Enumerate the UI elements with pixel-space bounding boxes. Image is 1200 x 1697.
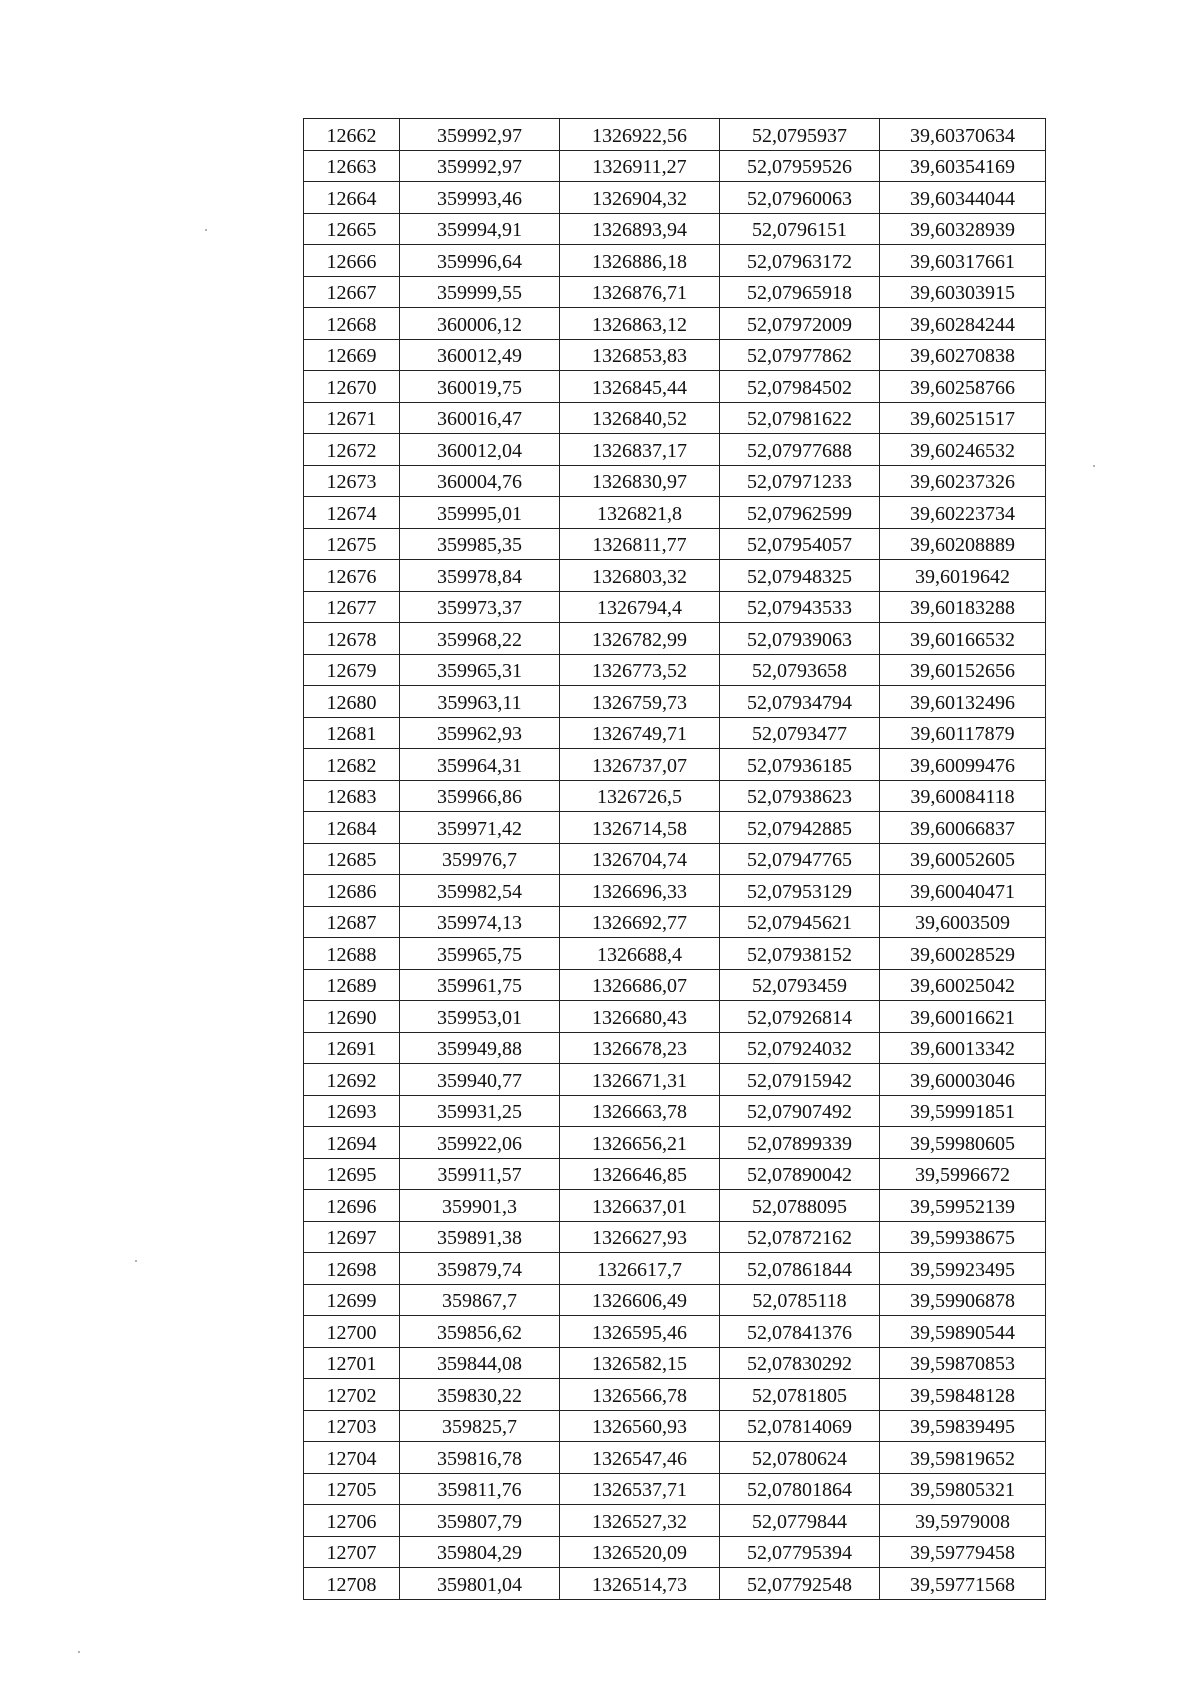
x-coordinate-cell: 359949,88 — [400, 1032, 560, 1064]
table-row — [304, 780, 1046, 812]
longitude-cell: 39,59779458 — [880, 1536, 1046, 1568]
table-row — [304, 1379, 1046, 1411]
y-coordinate-cell: 1326863,12 — [560, 308, 720, 340]
y-coordinate-cell: 1326886,18 — [560, 245, 720, 277]
longitude-cell: 39,60370634 — [880, 119, 1046, 151]
latitude-cell: 52,07960063 — [720, 182, 880, 214]
longitude-cell: 39,59839495 — [880, 1410, 1046, 1442]
longitude-cell: 39,60132496 — [880, 686, 1046, 718]
coordinates-table — [303, 118, 1046, 1600]
table-row — [304, 686, 1046, 718]
longitude-cell: 39,59980605 — [880, 1127, 1046, 1159]
latitude-cell: 52,07948325 — [720, 560, 880, 592]
point-number-cell: 12702 — [304, 1379, 400, 1411]
y-coordinate-cell: 1326656,21 — [560, 1127, 720, 1159]
table-row — [304, 528, 1046, 560]
y-coordinate-cell: 1326830,97 — [560, 465, 720, 497]
y-coordinate-cell: 1326737,07 — [560, 749, 720, 781]
point-number-cell: 12685 — [304, 843, 400, 875]
x-coordinate-cell: 359830,22 — [400, 1379, 560, 1411]
longitude-cell: 39,60317661 — [880, 245, 1046, 277]
point-number-cell: 12667 — [304, 276, 400, 308]
y-coordinate-cell: 1326911,27 — [560, 150, 720, 182]
longitude-cell: 39,60344044 — [880, 182, 1046, 214]
longitude-cell: 39,59890544 — [880, 1316, 1046, 1348]
y-coordinate-cell: 1326782,99 — [560, 623, 720, 655]
point-number-cell: 12686 — [304, 875, 400, 907]
x-coordinate-cell: 359811,76 — [400, 1473, 560, 1505]
x-coordinate-cell: 359982,54 — [400, 875, 560, 907]
table-row — [304, 749, 1046, 781]
x-coordinate-cell: 359940,77 — [400, 1064, 560, 1096]
latitude-cell: 52,07984502 — [720, 371, 880, 403]
x-coordinate-cell: 359966,86 — [400, 780, 560, 812]
table-row — [304, 938, 1046, 970]
table-row — [304, 843, 1046, 875]
y-coordinate-cell: 1326704,74 — [560, 843, 720, 875]
latitude-cell: 52,0779844 — [720, 1505, 880, 1537]
point-number-cell: 12664 — [304, 182, 400, 214]
y-coordinate-cell: 1326821,8 — [560, 497, 720, 529]
table-row — [304, 1568, 1046, 1600]
longitude-cell: 39,60284244 — [880, 308, 1046, 340]
longitude-cell: 39,60084118 — [880, 780, 1046, 812]
y-coordinate-cell: 1326686,07 — [560, 969, 720, 1001]
latitude-cell: 52,07977862 — [720, 339, 880, 371]
table-row — [304, 150, 1046, 182]
x-coordinate-cell: 359825,7 — [400, 1410, 560, 1442]
table-row — [304, 465, 1046, 497]
y-coordinate-cell: 1326726,5 — [560, 780, 720, 812]
longitude-cell: 39,60028529 — [880, 938, 1046, 970]
latitude-cell: 52,0788095 — [720, 1190, 880, 1222]
y-coordinate-cell: 1326617,7 — [560, 1253, 720, 1285]
point-number-cell: 12684 — [304, 812, 400, 844]
y-coordinate-cell: 1326606,49 — [560, 1284, 720, 1316]
longitude-cell: 39,60003046 — [880, 1064, 1046, 1096]
x-coordinate-cell: 359971,42 — [400, 812, 560, 844]
latitude-cell: 52,0793459 — [720, 969, 880, 1001]
point-number-cell: 12674 — [304, 497, 400, 529]
y-coordinate-cell: 1326595,46 — [560, 1316, 720, 1348]
scan-speck — [205, 229, 207, 231]
latitude-cell: 52,07814069 — [720, 1410, 880, 1442]
y-coordinate-cell: 1326845,44 — [560, 371, 720, 403]
x-coordinate-cell: 359901,3 — [400, 1190, 560, 1222]
point-number-cell: 12706 — [304, 1505, 400, 1537]
y-coordinate-cell: 1326537,71 — [560, 1473, 720, 1505]
x-coordinate-cell: 359995,01 — [400, 497, 560, 529]
point-number-cell: 12690 — [304, 1001, 400, 1033]
point-number-cell: 12689 — [304, 969, 400, 1001]
table-row — [304, 1253, 1046, 1285]
x-coordinate-cell: 359965,75 — [400, 938, 560, 970]
x-coordinate-cell: 359911,57 — [400, 1158, 560, 1190]
y-coordinate-cell: 1326646,85 — [560, 1158, 720, 1190]
point-number-cell: 12672 — [304, 434, 400, 466]
y-coordinate-cell: 1326678,23 — [560, 1032, 720, 1064]
point-number-cell: 12662 — [304, 119, 400, 151]
point-number-cell: 12693 — [304, 1095, 400, 1127]
x-coordinate-cell: 359973,37 — [400, 591, 560, 623]
point-number-cell: 12703 — [304, 1410, 400, 1442]
point-number-cell: 12704 — [304, 1442, 400, 1474]
longitude-cell: 39,60013342 — [880, 1032, 1046, 1064]
longitude-cell: 39,59952139 — [880, 1190, 1046, 1222]
y-coordinate-cell: 1326876,71 — [560, 276, 720, 308]
x-coordinate-cell: 359953,01 — [400, 1001, 560, 1033]
point-number-cell: 12683 — [304, 780, 400, 812]
longitude-cell: 39,59923495 — [880, 1253, 1046, 1285]
scan-speck — [135, 1260, 137, 1262]
x-coordinate-cell: 359963,11 — [400, 686, 560, 718]
x-coordinate-cell: 359976,7 — [400, 843, 560, 875]
y-coordinate-cell: 1326853,83 — [560, 339, 720, 371]
longitude-cell: 39,60066837 — [880, 812, 1046, 844]
point-number-cell: 12694 — [304, 1127, 400, 1159]
latitude-cell: 52,07926814 — [720, 1001, 880, 1033]
latitude-cell: 52,07890042 — [720, 1158, 880, 1190]
longitude-cell: 39,60099476 — [880, 749, 1046, 781]
x-coordinate-cell: 359931,25 — [400, 1095, 560, 1127]
x-coordinate-cell: 359804,29 — [400, 1536, 560, 1568]
table-row — [304, 1001, 1046, 1033]
x-coordinate-cell: 359994,91 — [400, 213, 560, 245]
table-row — [304, 434, 1046, 466]
point-number-cell: 12691 — [304, 1032, 400, 1064]
x-coordinate-cell: 359996,64 — [400, 245, 560, 277]
table-row — [304, 1127, 1046, 1159]
y-coordinate-cell: 1326794,4 — [560, 591, 720, 623]
latitude-cell: 52,07953129 — [720, 875, 880, 907]
x-coordinate-cell: 359992,97 — [400, 150, 560, 182]
latitude-cell: 52,07795394 — [720, 1536, 880, 1568]
y-coordinate-cell: 1326922,56 — [560, 119, 720, 151]
table-row — [304, 1064, 1046, 1096]
x-coordinate-cell: 359992,97 — [400, 119, 560, 151]
y-coordinate-cell: 1326837,17 — [560, 434, 720, 466]
x-coordinate-cell: 359891,38 — [400, 1221, 560, 1253]
latitude-cell: 52,0793477 — [720, 717, 880, 749]
table-row — [304, 1410, 1046, 1442]
point-number-cell: 12680 — [304, 686, 400, 718]
longitude-cell: 39,60025042 — [880, 969, 1046, 1001]
coordinates-table-body — [304, 119, 1046, 1600]
table-row — [304, 119, 1046, 151]
longitude-cell: 39,60166532 — [880, 623, 1046, 655]
longitude-cell: 39,60303915 — [880, 276, 1046, 308]
table-row — [304, 245, 1046, 277]
y-coordinate-cell: 1326696,33 — [560, 875, 720, 907]
x-coordinate-cell: 360012,04 — [400, 434, 560, 466]
latitude-cell: 52,07841376 — [720, 1316, 880, 1348]
x-coordinate-cell: 360016,47 — [400, 402, 560, 434]
latitude-cell: 52,07872162 — [720, 1221, 880, 1253]
latitude-cell: 52,07899339 — [720, 1127, 880, 1159]
point-number-cell: 12695 — [304, 1158, 400, 1190]
table-row — [304, 623, 1046, 655]
longitude-cell: 39,60251517 — [880, 402, 1046, 434]
x-coordinate-cell: 360004,76 — [400, 465, 560, 497]
scan-speck — [1093, 465, 1095, 467]
longitude-cell: 39,60354169 — [880, 150, 1046, 182]
point-number-cell: 12698 — [304, 1253, 400, 1285]
x-coordinate-cell: 359816,78 — [400, 1442, 560, 1474]
y-coordinate-cell: 1326627,93 — [560, 1221, 720, 1253]
x-coordinate-cell: 359985,35 — [400, 528, 560, 560]
x-coordinate-cell: 359961,75 — [400, 969, 560, 1001]
table-row — [304, 213, 1046, 245]
table-row — [304, 182, 1046, 214]
longitude-cell: 39,6019642 — [880, 560, 1046, 592]
latitude-cell: 52,0795937 — [720, 119, 880, 151]
point-number-cell: 12679 — [304, 654, 400, 686]
point-number-cell: 12697 — [304, 1221, 400, 1253]
table-row — [304, 1473, 1046, 1505]
table-row — [304, 1032, 1046, 1064]
point-number-cell: 12708 — [304, 1568, 400, 1600]
y-coordinate-cell: 1326840,52 — [560, 402, 720, 434]
x-coordinate-cell: 359974,13 — [400, 906, 560, 938]
y-coordinate-cell: 1326560,93 — [560, 1410, 720, 1442]
y-coordinate-cell: 1326688,4 — [560, 938, 720, 970]
table-row — [304, 654, 1046, 686]
longitude-cell: 39,6003509 — [880, 906, 1046, 938]
latitude-cell: 52,07938623 — [720, 780, 880, 812]
y-coordinate-cell: 1326680,43 — [560, 1001, 720, 1033]
latitude-cell: 52,07945621 — [720, 906, 880, 938]
table-row — [304, 308, 1046, 340]
point-number-cell: 12669 — [304, 339, 400, 371]
longitude-cell: 39,60183288 — [880, 591, 1046, 623]
y-coordinate-cell: 1326663,78 — [560, 1095, 720, 1127]
longitude-cell: 39,60208889 — [880, 528, 1046, 560]
longitude-cell: 39,60328939 — [880, 213, 1046, 245]
point-number-cell: 12666 — [304, 245, 400, 277]
y-coordinate-cell: 1326527,32 — [560, 1505, 720, 1537]
table-row — [304, 969, 1046, 1001]
longitude-cell: 39,60016621 — [880, 1001, 1046, 1033]
point-number-cell: 12678 — [304, 623, 400, 655]
latitude-cell: 52,07924032 — [720, 1032, 880, 1064]
longitude-cell: 39,5979008 — [880, 1505, 1046, 1537]
point-number-cell: 12688 — [304, 938, 400, 970]
longitude-cell: 39,60237326 — [880, 465, 1046, 497]
x-coordinate-cell: 360019,75 — [400, 371, 560, 403]
latitude-cell: 52,07861844 — [720, 1253, 880, 1285]
longitude-cell: 39,60258766 — [880, 371, 1046, 403]
x-coordinate-cell: 359962,93 — [400, 717, 560, 749]
scan-speck — [78, 1651, 80, 1653]
table-row — [304, 812, 1046, 844]
table-row — [304, 402, 1046, 434]
longitude-cell: 39,59870853 — [880, 1347, 1046, 1379]
latitude-cell: 52,07943533 — [720, 591, 880, 623]
y-coordinate-cell: 1326582,15 — [560, 1347, 720, 1379]
latitude-cell: 52,07939063 — [720, 623, 880, 655]
latitude-cell: 52,07959526 — [720, 150, 880, 182]
x-coordinate-cell: 359993,46 — [400, 182, 560, 214]
latitude-cell: 52,07830292 — [720, 1347, 880, 1379]
table-row — [304, 1536, 1046, 1568]
point-number-cell: 12677 — [304, 591, 400, 623]
table-row — [304, 1190, 1046, 1222]
latitude-cell: 52,07947765 — [720, 843, 880, 875]
longitude-cell: 39,59771568 — [880, 1568, 1046, 1600]
y-coordinate-cell: 1326514,73 — [560, 1568, 720, 1600]
y-coordinate-cell: 1326566,78 — [560, 1379, 720, 1411]
latitude-cell: 52,0796151 — [720, 213, 880, 245]
latitude-cell: 52,07962599 — [720, 497, 880, 529]
latitude-cell: 52,07954057 — [720, 528, 880, 560]
point-number-cell: 12701 — [304, 1347, 400, 1379]
longitude-cell: 39,60052605 — [880, 843, 1046, 875]
y-coordinate-cell: 1326714,58 — [560, 812, 720, 844]
latitude-cell: 52,07965918 — [720, 276, 880, 308]
latitude-cell: 52,07972009 — [720, 308, 880, 340]
point-number-cell: 12676 — [304, 560, 400, 592]
point-number-cell: 12696 — [304, 1190, 400, 1222]
point-number-cell: 12668 — [304, 308, 400, 340]
longitude-cell: 39,60246532 — [880, 434, 1046, 466]
longitude-cell: 39,59938675 — [880, 1221, 1046, 1253]
longitude-cell: 39,60152656 — [880, 654, 1046, 686]
latitude-cell: 52,07971233 — [720, 465, 880, 497]
table-row — [304, 1442, 1046, 1474]
y-coordinate-cell: 1326637,01 — [560, 1190, 720, 1222]
point-number-cell: 12665 — [304, 213, 400, 245]
longitude-cell: 39,60117879 — [880, 717, 1046, 749]
x-coordinate-cell: 359968,22 — [400, 623, 560, 655]
latitude-cell: 52,07792548 — [720, 1568, 880, 1600]
table-row — [304, 1095, 1046, 1127]
latitude-cell: 52,0785118 — [720, 1284, 880, 1316]
latitude-cell: 52,07907492 — [720, 1095, 880, 1127]
y-coordinate-cell: 1326773,52 — [560, 654, 720, 686]
point-number-cell: 12670 — [304, 371, 400, 403]
x-coordinate-cell: 359999,55 — [400, 276, 560, 308]
point-number-cell: 12687 — [304, 906, 400, 938]
x-coordinate-cell: 360006,12 — [400, 308, 560, 340]
table-row — [304, 1316, 1046, 1348]
x-coordinate-cell: 359867,7 — [400, 1284, 560, 1316]
point-number-cell: 12675 — [304, 528, 400, 560]
point-number-cell: 12705 — [304, 1473, 400, 1505]
y-coordinate-cell: 1326893,94 — [560, 213, 720, 245]
longitude-cell: 39,59906878 — [880, 1284, 1046, 1316]
point-number-cell: 12699 — [304, 1284, 400, 1316]
longitude-cell: 39,59991851 — [880, 1095, 1046, 1127]
x-coordinate-cell: 359978,84 — [400, 560, 560, 592]
table-row — [304, 1347, 1046, 1379]
table-row — [304, 875, 1046, 907]
y-coordinate-cell: 1326692,77 — [560, 906, 720, 938]
latitude-cell: 52,07801864 — [720, 1473, 880, 1505]
longitude-cell: 39,60270838 — [880, 339, 1046, 371]
table-row — [304, 906, 1046, 938]
table-row — [304, 717, 1046, 749]
y-coordinate-cell: 1326803,32 — [560, 560, 720, 592]
table-row — [304, 339, 1046, 371]
point-number-cell: 12700 — [304, 1316, 400, 1348]
table-row — [304, 591, 1046, 623]
latitude-cell: 52,0780624 — [720, 1442, 880, 1474]
y-coordinate-cell: 1326811,77 — [560, 528, 720, 560]
y-coordinate-cell: 1326759,73 — [560, 686, 720, 718]
x-coordinate-cell: 359965,31 — [400, 654, 560, 686]
latitude-cell: 52,0793658 — [720, 654, 880, 686]
x-coordinate-cell: 359801,04 — [400, 1568, 560, 1600]
x-coordinate-cell: 359807,79 — [400, 1505, 560, 1537]
point-number-cell: 12673 — [304, 465, 400, 497]
latitude-cell: 52,07915942 — [720, 1064, 880, 1096]
x-coordinate-cell: 359879,74 — [400, 1253, 560, 1285]
y-coordinate-cell: 1326520,09 — [560, 1536, 720, 1568]
y-coordinate-cell: 1326671,31 — [560, 1064, 720, 1096]
longitude-cell: 39,59805321 — [880, 1473, 1046, 1505]
y-coordinate-cell: 1326547,46 — [560, 1442, 720, 1474]
point-number-cell: 12671 — [304, 402, 400, 434]
point-number-cell: 12707 — [304, 1536, 400, 1568]
table-row — [304, 1284, 1046, 1316]
longitude-cell: 39,59819652 — [880, 1442, 1046, 1474]
table-row — [304, 1505, 1046, 1537]
latitude-cell: 52,0781805 — [720, 1379, 880, 1411]
table-row — [304, 1221, 1046, 1253]
point-number-cell: 12682 — [304, 749, 400, 781]
longitude-cell: 39,60223734 — [880, 497, 1046, 529]
x-coordinate-cell: 359964,31 — [400, 749, 560, 781]
latitude-cell: 52,07942885 — [720, 812, 880, 844]
x-coordinate-cell: 360012,49 — [400, 339, 560, 371]
longitude-cell: 39,60040471 — [880, 875, 1046, 907]
table-row — [304, 371, 1046, 403]
latitude-cell: 52,07936185 — [720, 749, 880, 781]
point-number-cell: 12692 — [304, 1064, 400, 1096]
longitude-cell: 39,59848128 — [880, 1379, 1046, 1411]
x-coordinate-cell: 359922,06 — [400, 1127, 560, 1159]
table-row — [304, 1158, 1046, 1190]
longitude-cell: 39,5996672 — [880, 1158, 1046, 1190]
latitude-cell: 52,07963172 — [720, 245, 880, 277]
table-row — [304, 276, 1046, 308]
latitude-cell: 52,07977688 — [720, 434, 880, 466]
x-coordinate-cell: 359856,62 — [400, 1316, 560, 1348]
latitude-cell: 52,07934794 — [720, 686, 880, 718]
latitude-cell: 52,07938152 — [720, 938, 880, 970]
table-row — [304, 560, 1046, 592]
y-coordinate-cell: 1326904,32 — [560, 182, 720, 214]
point-number-cell: 12663 — [304, 150, 400, 182]
table-row — [304, 497, 1046, 529]
latitude-cell: 52,07981622 — [720, 402, 880, 434]
x-coordinate-cell: 359844,08 — [400, 1347, 560, 1379]
point-number-cell: 12681 — [304, 717, 400, 749]
y-coordinate-cell: 1326749,71 — [560, 717, 720, 749]
